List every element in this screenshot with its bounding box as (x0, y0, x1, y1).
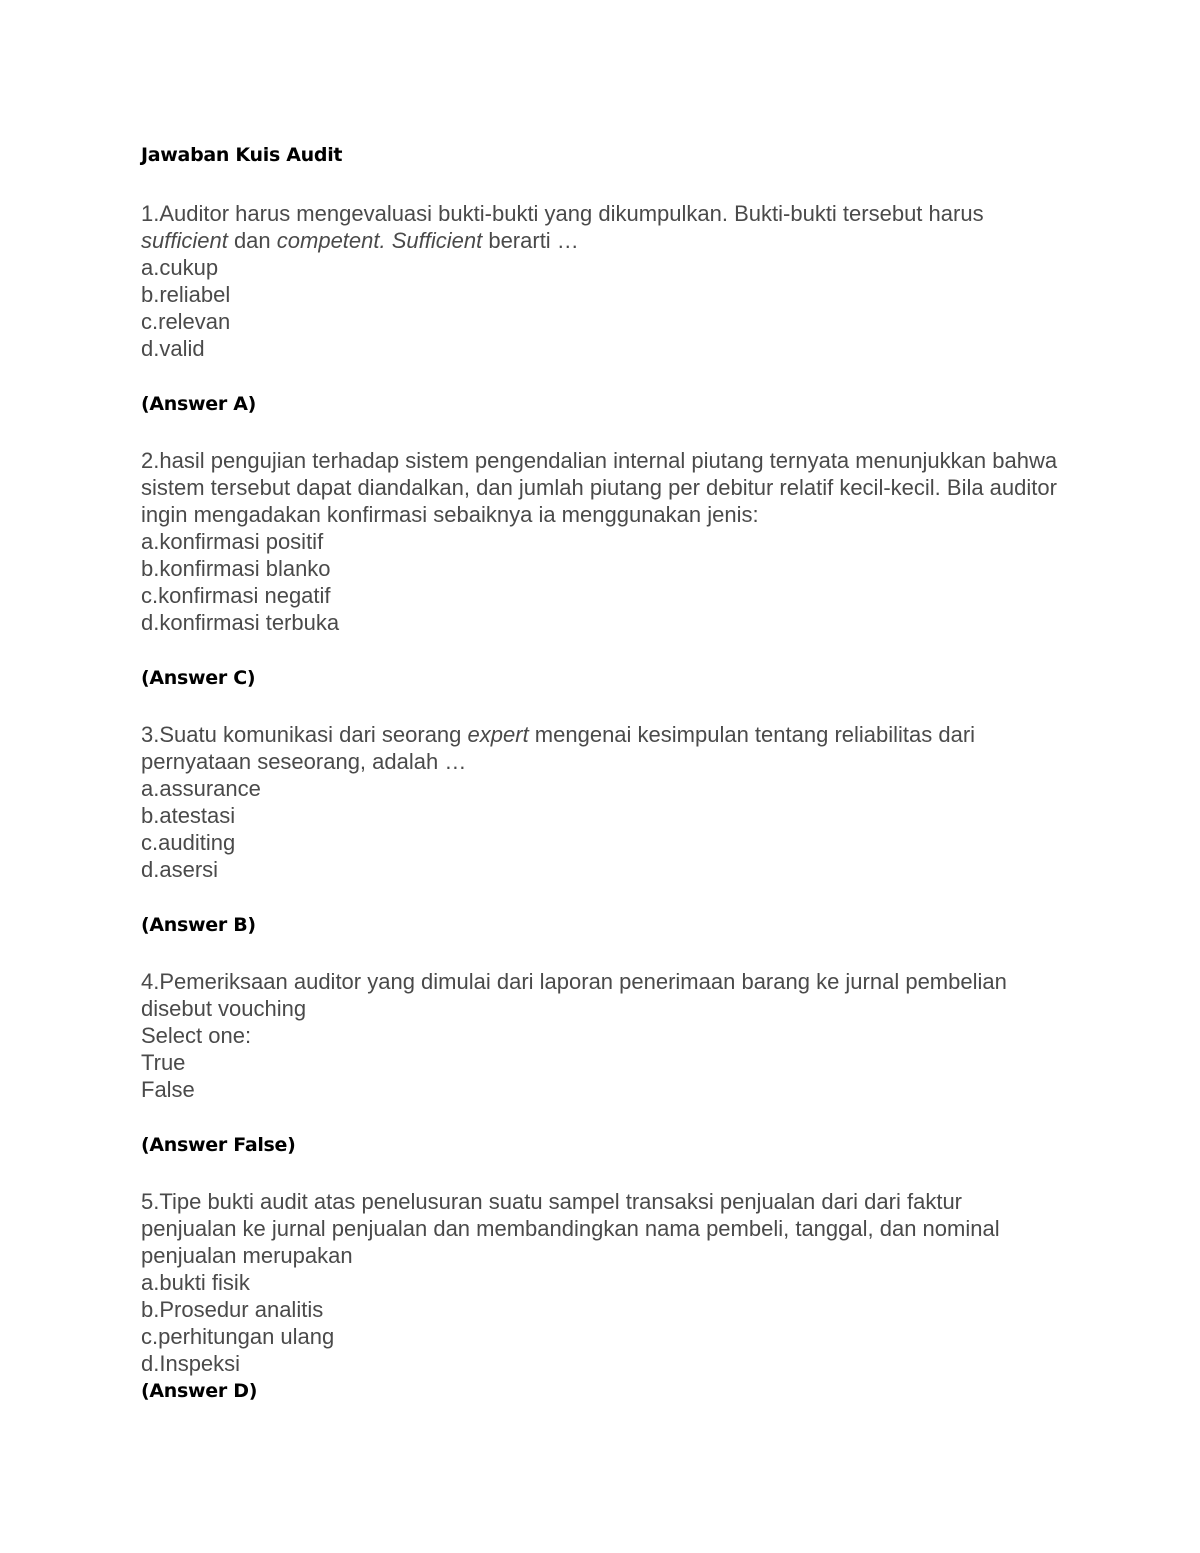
question-2-option-d: d.konfirmasi terbuka (141, 610, 340, 635)
question-3-option-a: a.assurance (141, 776, 261, 801)
question-4-text: 4.Pemeriksaan auditor yang dimulai dari laporan penerimaan barang ke jurnal pembelian disebut vouching (141, 969, 1007, 1021)
question-2 (141, 447, 1061, 692)
question-3 (141, 721, 1061, 939)
document-title: Jawaban Kuis Audit (141, 144, 343, 166)
question-5-text: 5.Tipe bukti audit atas penelusuran suatu sampel transaksi penjualan dari dari faktur penjualan ke jurnal penjualan dan membandingkan nama pembeli, tanggal, dan nominal penjualan merupakan (141, 1189, 1000, 1268)
question-5 (141, 1188, 1061, 1405)
question-5-option-b: b.Prosedur analitis (141, 1297, 324, 1322)
question-3-option-b: b.atestasi (141, 803, 236, 828)
question-5-option-d: d.Inspeksi (141, 1351, 241, 1376)
document-page (141, 140, 1061, 1405)
question-3-option-d: d.asersi (141, 857, 219, 882)
question-5-answer: (Answer D) (141, 1380, 258, 1402)
question-2-option-a: a.konfirmasi positif (141, 529, 324, 554)
question-1 (141, 200, 1061, 418)
question-1-answer: (Answer A) (141, 393, 257, 415)
question-5-option-a: a.bukti fisik (141, 1270, 250, 1295)
question-5-option-c: c.perhitungan ulang (141, 1324, 335, 1349)
question-1-option-a: a.cukup (141, 255, 219, 280)
question-1-option-d: d.valid (141, 336, 205, 361)
question-4-select-one: Select one: (141, 1023, 252, 1048)
question-1-option-b: b.reliabel (141, 282, 231, 307)
question-4-option-false: False (141, 1077, 195, 1102)
question-3-option-c: c.auditing (141, 830, 236, 855)
question-4-option-true: True (141, 1050, 186, 1075)
question-3-answer: (Answer B) (141, 914, 256, 936)
question-4 (141, 968, 1061, 1159)
question-4-answer: (Answer False) (141, 1134, 296, 1156)
question-3-text: 3.Suatu komunikasi dari seorang expert mengenai kesimpulan tentang reliabilitas dari pernyataan seseorang, adalah … (141, 722, 976, 774)
question-2-text: 2.hasil pengujian terhadap sistem pengendalian internal piutang ternyata menunjukkan bahwa sistem tersebut dapat diandalkan, dan jumlah piutang per debitur relatif kecil-kecil. Bila auditor ingin mengadakan konfirmasi sebaiknya ia menggunakan jenis: (141, 448, 1058, 527)
question-2-answer: (Answer C) (141, 667, 256, 689)
question-2-option-c: c.konfirmasi negatif (141, 583, 331, 608)
question-2-option-b: b.konfirmasi blanko (141, 556, 331, 581)
question-1-option-c: c.relevan (141, 309, 231, 334)
question-1-text: 1.Auditor harus mengevaluasi bukti-bukti yang dikumpulkan. Bukti-bukti tersebut harus sufficient dan competent. Sufficient berarti … (141, 201, 984, 253)
